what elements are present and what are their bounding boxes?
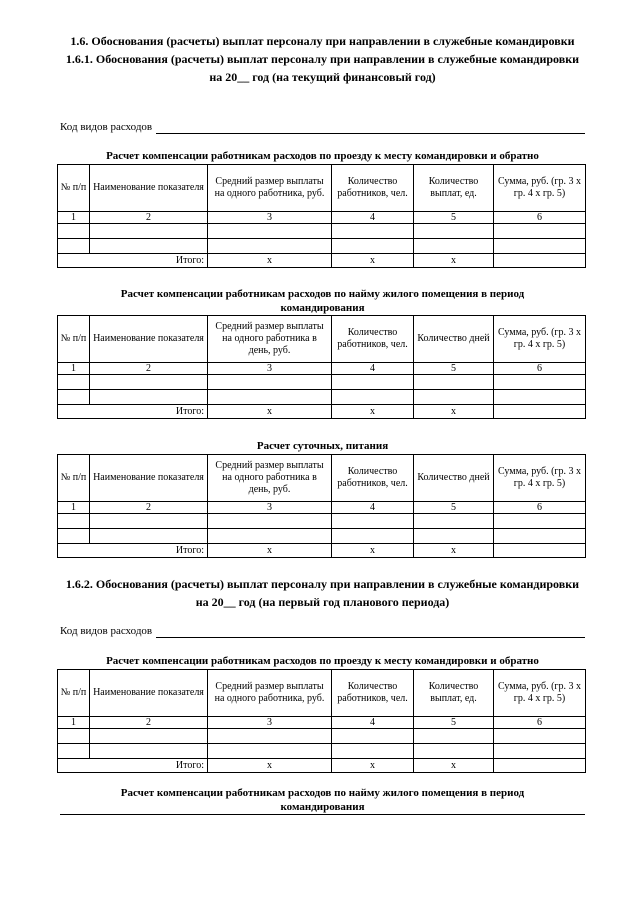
travel-table-1: [57, 164, 586, 268]
col-num: № п/п: [58, 455, 90, 502]
col-number: 2: [90, 717, 208, 729]
col-days: Количество дней: [414, 455, 494, 502]
table-row: [58, 729, 586, 744]
col-number: 2: [90, 502, 208, 514]
col-number: 4: [332, 212, 414, 224]
table-row: [58, 529, 586, 544]
table-row: [58, 744, 586, 759]
total-x: x: [208, 759, 332, 773]
col-avg: Средний размер выплаты на одного работника в день, руб.: [208, 316, 332, 363]
total-sum[interactable]: [494, 544, 586, 558]
table-title-housing: Расчет компенсации работникам расходов по найму жилого помещения в период: [120, 288, 525, 300]
total-x: x: [414, 759, 494, 773]
total-x: x: [332, 254, 414, 268]
total-sum[interactable]: [494, 405, 586, 419]
table-title-housing-3b: командирования: [280, 801, 365, 813]
col-name: Наименование показателя: [90, 316, 208, 363]
table-row: [58, 375, 586, 390]
total-x: x: [332, 544, 414, 558]
col-name: Наименование показателя: [90, 165, 208, 212]
col-avg: Средний размер выплаты на одного работника, руб.: [208, 165, 332, 212]
table-top-border: [60, 814, 585, 815]
daily-table-1: [57, 454, 586, 558]
total-x: x: [414, 544, 494, 558]
subsection-title-2: 1.6.2. Обоснования (расчеты) выплат персоналу при направлении в служебные командировки: [65, 577, 580, 591]
total-sum[interactable]: [494, 759, 586, 773]
col-number: 5: [414, 502, 494, 514]
col-sum: Сумма, руб. (гр. 3 x гр. 4 x гр. 5): [494, 316, 586, 363]
col-number: 3: [208, 502, 332, 514]
housing-table-1: [57, 315, 586, 419]
col-number: 3: [208, 212, 332, 224]
total-row: [58, 759, 586, 773]
col-number: 6: [494, 502, 586, 514]
col-number: 4: [332, 363, 414, 375]
col-num: № п/п: [58, 670, 90, 717]
col-number: 4: [332, 502, 414, 514]
col-number: 5: [414, 717, 494, 729]
table-row: [58, 224, 586, 239]
col-payments: Количество выплат, ед.: [414, 670, 494, 717]
total-row: [58, 544, 586, 558]
col-workers: Количество работников, чел.: [332, 165, 414, 212]
col-sum: Сумма, руб. (гр. 3 x гр. 4 x гр. 5): [494, 455, 586, 502]
col-name: Наименование показателя: [90, 670, 208, 717]
travel-table-2: [57, 669, 586, 773]
col-number: 6: [494, 363, 586, 375]
col-number: 3: [208, 717, 332, 729]
expense-code-input-line[interactable]: [156, 133, 585, 134]
subsection-title-1-year: на 20__ год (на текущий финансовый год): [209, 70, 436, 84]
col-sum: Сумма, руб. (гр. 3 x гр. 4 x гр. 5): [494, 670, 586, 717]
col-number: 1: [58, 717, 90, 729]
expense-code-line-1: [60, 120, 585, 134]
col-number: 3: [208, 363, 332, 375]
table-title-travel: Расчет компенсации работникам расходов по проезду к месту командировки и обратно: [106, 150, 539, 162]
col-number: 6: [494, 717, 586, 729]
col-avg: Средний размер выплаты на одного работника в день, руб.: [208, 455, 332, 502]
total-label: Итого:: [58, 405, 208, 419]
table-title-travel-2: Расчет компенсации работникам расходов по проезду к месту командировки и обратно: [106, 655, 539, 667]
total-x: x: [208, 254, 332, 268]
expense-code-line-2: [60, 624, 585, 638]
table-title-housing-2: командирования: [280, 302, 365, 314]
expense-code-label: Код видов расходов: [60, 625, 153, 637]
col-name: Наименование показателя: [90, 455, 208, 502]
col-days: Количество дней: [414, 316, 494, 363]
total-label: Итого:: [58, 759, 208, 773]
table-row: [58, 239, 586, 254]
total-x: x: [208, 405, 332, 419]
total-x: x: [208, 544, 332, 558]
table-row: [58, 390, 586, 405]
table-row: [58, 514, 586, 529]
total-x: x: [332, 759, 414, 773]
table-title-housing-3: Расчет компенсации работникам расходов по найму жилого помещения в период: [120, 787, 525, 799]
col-num: № п/п: [58, 165, 90, 212]
col-number: 1: [58, 363, 90, 375]
total-label: Итого:: [58, 544, 208, 558]
col-number: 1: [58, 502, 90, 514]
col-number: 5: [414, 363, 494, 375]
col-sum: Сумма, руб. (гр. 3 x гр. 4 x гр. 5): [494, 165, 586, 212]
total-x: x: [414, 254, 494, 268]
total-x: x: [332, 405, 414, 419]
col-number: 2: [90, 363, 208, 375]
col-payments: Количество выплат, ед.: [414, 165, 494, 212]
col-workers: Количество работников, чел.: [332, 316, 414, 363]
subsection-title-2-year: на 20__ год (на первый год планового периода): [195, 595, 450, 609]
total-row: [58, 405, 586, 419]
table-title-daily: Расчет суточных, питания: [256, 440, 389, 452]
col-number: 2: [90, 212, 208, 224]
total-x: x: [414, 405, 494, 419]
col-workers: Количество работников, чел.: [332, 670, 414, 717]
expense-code-label: Код видов расходов: [60, 121, 153, 133]
col-number: 4: [332, 717, 414, 729]
total-row: [58, 254, 586, 268]
expense-code-input-line[interactable]: [156, 637, 585, 638]
col-num: № п/п: [58, 316, 90, 363]
col-workers: Количество работников, чел.: [332, 455, 414, 502]
total-sum[interactable]: [494, 254, 586, 268]
col-avg: Средний размер выплаты на одного работника, руб.: [208, 670, 332, 717]
col-number: 5: [414, 212, 494, 224]
total-label: Итого:: [58, 254, 208, 268]
subsection-title-1: 1.6.1. Обоснования (расчеты) выплат персоналу при направлении в служебные командировки: [65, 52, 580, 66]
col-number: 6: [494, 212, 586, 224]
section-title: 1.6. Обоснования (расчеты) выплат персоналу при направлении в служебные командировки: [70, 34, 575, 48]
col-number: 1: [58, 212, 90, 224]
